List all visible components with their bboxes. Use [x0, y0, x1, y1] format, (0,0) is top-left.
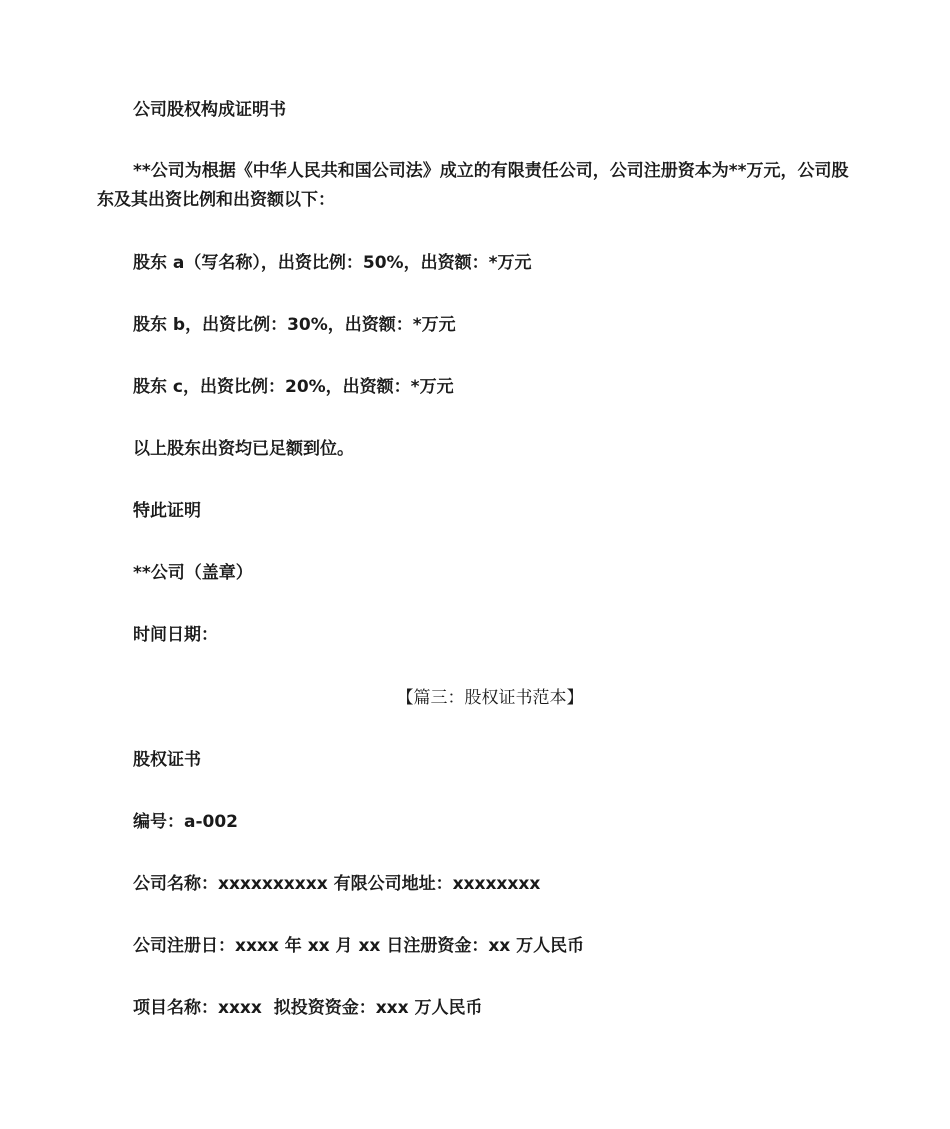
- shareholder-b-line: 股东 b，出资比例：30%，出资额：*万元: [133, 315, 456, 335]
- registration-date-capital-line: 公司注册日：xxxx 年 xx 月 xx 日注册资金：xx 万人民币: [133, 936, 585, 956]
- document-title: 公司股权构成证明书: [133, 100, 286, 120]
- company-seal-line: **公司（盖章）: [133, 563, 253, 583]
- certification-closing: 特此证明: [133, 501, 201, 521]
- company-name-address-line: 公司名称：xxxxxxxxxx 有限公司地址：xxxxxxxx: [133, 874, 541, 894]
- date-label: 时间日期：: [133, 625, 218, 645]
- shareholder-a-line: 股东 a（写名称），出资比例：50%，出资额：*万元: [133, 253, 532, 273]
- certificate-number: 编号：a-002: [133, 812, 239, 832]
- section-heading: 【篇三：股权证书范本】: [396, 688, 584, 708]
- project-investment-line: 项目名称：xxxx 拟投资资金：xxx 万人民币: [133, 998, 483, 1018]
- contribution-statement: 以上股东出资均已足额到位。: [133, 439, 354, 459]
- certificate-title: 股权证书: [133, 750, 201, 770]
- intro-paragraph: **公司为根据《中华人民共和国公司法》成立的有限责任公司，公司注册资本为**万元，公司股东及其出资比例和出资额以下：: [97, 161, 849, 210]
- shareholder-c-line: 股东 c，出资比例：20%，出资额：*万元: [133, 377, 454, 397]
